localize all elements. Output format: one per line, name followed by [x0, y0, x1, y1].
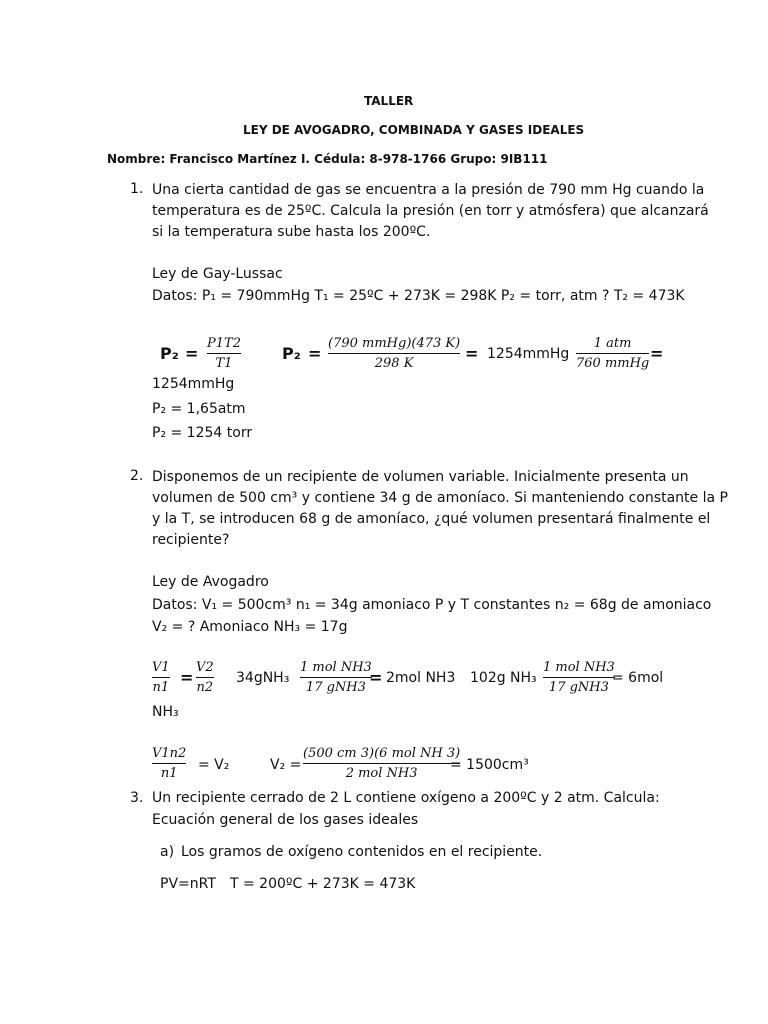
fraction-bar: [303, 763, 460, 764]
q3-line-2: Ecuación general de los gases ideales: [152, 812, 419, 828]
q2-fe-num: V1n2: [152, 746, 187, 761]
q3-a-text: Los gramos de oxígeno contenidos en el recipiente.: [181, 844, 543, 860]
q1-equals-4: =: [650, 344, 664, 363]
q1-number: 1.: [130, 181, 144, 197]
q1-line-1: Una cierta cantidad de gas se encuentra a la presión de 790 mm Hg cuando la: [152, 182, 705, 198]
q2-statement: [152, 467, 728, 551]
q3-temperature: T = 200ºC + 273K = 473K: [230, 876, 416, 892]
q1-line-3: si la temperatura sube hasta los 200ºC.: [152, 224, 431, 240]
q2-datos: Datos: V₁ = 500cm³ n₁ = 34g amoniaco P y T constantes n₂ = 68g de amoniaco: [152, 597, 712, 613]
q2-result-volume: = 1500cm³: [450, 757, 529, 773]
fraction-bar: [543, 677, 615, 678]
q2-fd-den: 17 gNH3: [548, 680, 609, 695]
q2-fa-den: n1: [152, 680, 170, 695]
fraction-bar: [300, 677, 372, 678]
q2-line-2: volumen de 500 cm³ y contiene 34 g de amoníaco. Si manteniendo constante la P: [152, 490, 728, 506]
page-title: TALLER: [364, 94, 414, 108]
q2-102g: 102g NH₃: [470, 670, 537, 686]
q1-p2-label-2: P₂: [282, 344, 301, 363]
q2-fd-num: 1 mol NH3: [543, 660, 615, 675]
q2-fc-num: 1 mol NH3: [300, 660, 372, 675]
q2-line-4: recipiente?: [152, 532, 230, 548]
q1-line-2: temperatura es de 25ºC. Calcula la presión (en torr y atmósfera) que alcanzará: [152, 203, 709, 219]
q1-frac3-den: 760 mmHg: [576, 356, 650, 371]
q2-line-3: y la T, se introducen 68 g de amoníaco, ¿qué volumen presentará finalmente el: [152, 511, 711, 527]
q1-equals-1: =: [185, 344, 199, 363]
q2-fa-num: V1: [152, 660, 170, 675]
fraction-bar: [328, 353, 460, 354]
q2-eq-v2: = V₂: [198, 757, 230, 773]
q1-equals-2: =: [308, 344, 322, 363]
q2-number: 2.: [130, 468, 144, 484]
q1-frac2-num: (790 mmHg)(473 K): [328, 336, 461, 351]
q1-mid-value: 1254mmHg: [487, 346, 570, 362]
q3-ideal-gas-eq: PV=nRT: [160, 876, 216, 892]
q1-equals-3: =: [465, 344, 479, 363]
fraction-bar: [196, 677, 214, 678]
q1-frac1-num: P1T2: [207, 336, 241, 351]
fraction-bar: [152, 763, 186, 764]
fraction-bar: [207, 353, 241, 354]
q3-number: 3.: [130, 790, 144, 806]
fraction-bar: [576, 353, 649, 354]
fraction-bar: [152, 677, 170, 678]
q1-law: Ley de Gay-Lussac: [152, 266, 283, 282]
q2-ff-den: 2 mol NH3: [345, 766, 418, 781]
q1-result-atm: P₂ = 1,65atm: [152, 401, 246, 417]
q2-equals-2: =: [369, 668, 383, 687]
q2-fraction-volume-calc: [303, 745, 460, 782]
q2-line-1: Disponemos de un recipiente de volumen variable. Inicialmente presenta un: [152, 469, 689, 485]
student-info: Nombre: Francisco Martínez I. Cédula: 8-978-1766 Grupo: 9IB111: [107, 152, 548, 166]
q1-frac2-den: 298 K: [374, 356, 414, 371]
q2-result-2mol: 2mol NH3: [386, 670, 456, 686]
q2-datos-2: V₂ = ? Amoniaco NH₃ = 17g: [152, 619, 348, 635]
q2-fb-num: V2: [196, 660, 214, 675]
q2-nh3: NH₃: [152, 704, 179, 720]
q2-fraction-v1-n1: [152, 659, 170, 696]
q2-34g: 34gNH₃: [236, 670, 290, 686]
q1-fraction-pressure-calc: [328, 335, 460, 372]
q1-result-mmhg: 1254mmHg: [152, 376, 235, 392]
q1-fraction-atm-conversion: [576, 335, 649, 372]
q2-fraction-mol-conv-2: [543, 659, 615, 696]
q3-line-1: Un recipiente cerrado de 2 L contiene oxígeno a 200ºC y 2 atm. Calcula:: [152, 790, 660, 806]
q1-statement: [152, 180, 709, 243]
q2-fraction-v2-n2: [196, 659, 214, 696]
q2-fe-den: n1: [160, 766, 178, 781]
q2-ff-num: (500 cm 3)(6 mol NH 3): [303, 746, 461, 761]
q1-result-torr: P₂ = 1254 torr: [152, 425, 253, 441]
q1-frac1-den: T1: [215, 356, 233, 371]
q2-equals-1: =: [180, 668, 194, 687]
q2-fb-den: n2: [196, 680, 214, 695]
q2-fraction-v1n2-n1: [152, 745, 186, 782]
q1-datos: Datos: P₁ = 790mmHg T₁ = 25ºC + 273K = 298K P₂ = torr, atm ? T₂ = 473K: [152, 288, 685, 304]
page-subtitle: LEY DE AVOGADRO, COMBINADA Y GASES IDEALES: [243, 123, 585, 137]
q3-a-label: a): [160, 844, 175, 860]
q1-frac3-num: 1 atm: [593, 336, 632, 351]
q1-fraction-p1t2-t1: [207, 335, 241, 372]
q1-p2-label: P₂: [160, 344, 179, 363]
q2-fc-den: 17 gNH3: [305, 680, 366, 695]
q2-law: Ley de Avogadro: [152, 574, 269, 590]
q2-result-6mol: = 6mol: [612, 670, 664, 686]
q2-v2-label: V₂ =: [270, 757, 302, 773]
q2-fraction-mol-conv-1: [300, 659, 372, 696]
